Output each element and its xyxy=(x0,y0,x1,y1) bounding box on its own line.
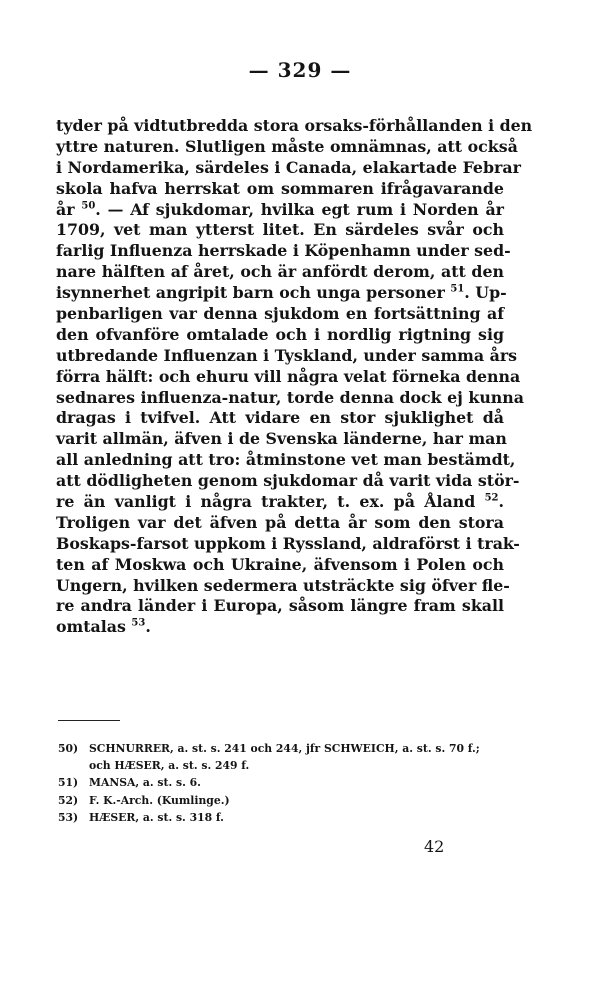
footnote-ref: 51 xyxy=(450,283,465,295)
footnote-ref: 50 xyxy=(81,200,96,212)
text-line: re andra länder i Europa, såsom längre fram skall xyxy=(56,596,504,616)
text-line: farlig Influenza herrskade i Köpenhamn under sed- xyxy=(56,241,511,261)
footnote-text: SCHNURRER, a. st. s. 241 och 244, jfr SCHWEICH, a. st. s. 70 f.; xyxy=(89,742,480,755)
text-line: tyder på vidtutbredda stora orsaks-förhållanden i den xyxy=(56,116,533,135)
text-segment: omtalas xyxy=(56,617,126,637)
text-line xyxy=(56,283,507,304)
footnote xyxy=(58,792,506,809)
text-segment: . — Af sjukdomar, hvilka egt rum i Norden år xyxy=(95,199,505,219)
text-line: i Nordamerika, särdeles i Canada, elakartade Febrar xyxy=(56,157,521,177)
footnotes xyxy=(58,740,506,826)
text-line: Troligen var det äfven på detta år som den stora xyxy=(56,512,504,532)
footnote-text: F. K.-Arch. (Kumlinge.) xyxy=(89,793,230,807)
text-line: förra hälft: och ehuru vill några velat förneka denna xyxy=(56,366,521,386)
footnote-text: MANSA, a. st. s. 6. xyxy=(89,776,201,790)
footnote-divider xyxy=(58,720,120,721)
footnote-continuation: och HÆSER, a. st. s. 249 f. xyxy=(89,759,250,773)
text-line xyxy=(56,617,504,638)
footnote xyxy=(58,774,506,791)
footnote-ref: 53 xyxy=(131,618,146,630)
footnote xyxy=(58,809,506,826)
text-line: Ungern, hvilken sedermera utsträckte sig öfver fle- xyxy=(56,575,510,595)
text-line: penbarligen var denna sjukdom en fortsättning af xyxy=(56,304,504,324)
text-line: Boskaps-farsot uppkom i Ryssland, aldraförst i trak- xyxy=(56,533,520,553)
text-line: sednares influenza-natur, torde denna dock ej kunna xyxy=(56,387,525,407)
text-segment: . xyxy=(498,492,504,512)
text-segment: re än vanligt i några trakter, t. ex. på Åland xyxy=(56,492,476,512)
footnote-number: 53) xyxy=(58,810,79,824)
text-line: ten af Moskwa och Ukraine, äfvensom i Polen och xyxy=(56,554,504,574)
body-text xyxy=(56,116,533,638)
text-line: 1709, vet man ytterst litet. En särdeles svår och xyxy=(56,220,504,240)
text-line: den ofvanföre omtalade och i nordlig rigtning sig xyxy=(56,324,504,344)
text-line: varit allmän, äfven i de Svenska länderne, har man xyxy=(56,429,507,449)
text-line: dragas i tvifvel. Att vidare en stor sjuklighet då xyxy=(56,408,504,428)
signature-mark: 42 xyxy=(424,837,445,856)
footnote-ref: 52 xyxy=(484,492,499,504)
footnote xyxy=(58,740,506,757)
footnote-number: 51) xyxy=(58,776,79,790)
text-line: skola hafva herrskat om sommaren ifrågavarande xyxy=(56,178,504,198)
text-line xyxy=(56,200,504,221)
footnote-text: HÆSER, a. st. s. 318 f. xyxy=(89,810,224,824)
footnote-number: 50) xyxy=(58,742,79,755)
text-line: all anledning att tro: åtminstone vet man bestämdt, xyxy=(56,450,516,470)
text-line xyxy=(56,492,504,513)
text-segment: isynnerhet angripit barn och unga personer xyxy=(56,283,445,303)
text-segment: år xyxy=(56,199,75,219)
text-line: utbredande Influenzan i Tyskland, under samma års xyxy=(56,345,518,365)
page-number-header: — 329 — xyxy=(248,58,352,82)
footnote-number: 52) xyxy=(58,793,79,807)
text-line: yttre naturen. Slutligen måste omnämnas, att också xyxy=(56,136,518,156)
text-segment: . xyxy=(145,617,151,637)
text-segment: . Up- xyxy=(464,283,507,303)
text-line: att dödligheten genom sjukdomar då varit vida stör- xyxy=(56,471,520,491)
text-line: nare hälften af året, och är anfördt derom, att den xyxy=(56,262,504,282)
